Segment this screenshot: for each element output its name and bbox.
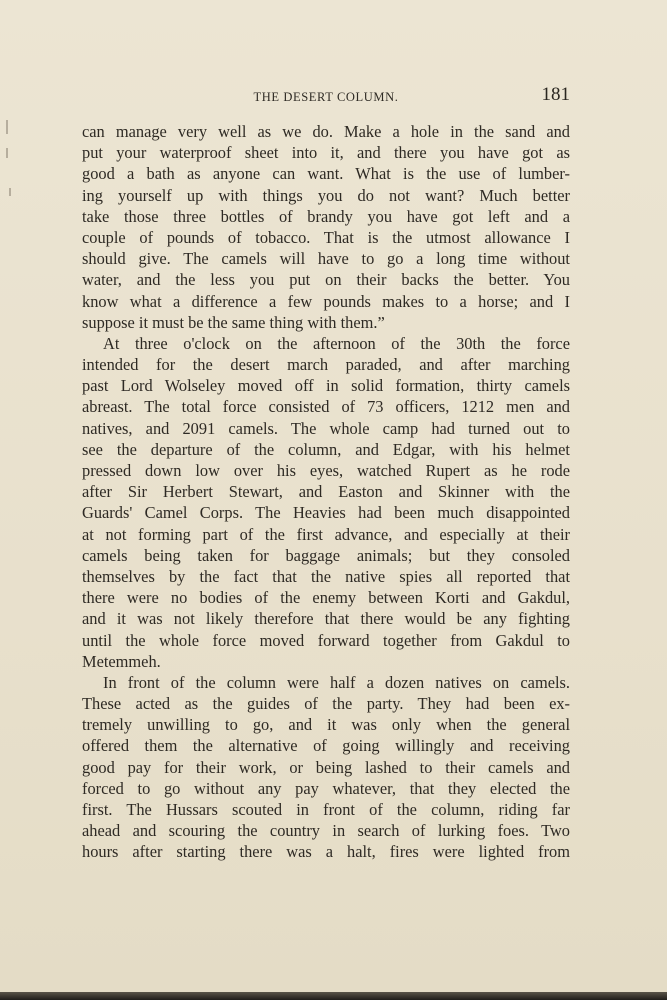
- text-line: Metemmeh.: [82, 651, 161, 671]
- text-line: at not forming part of the first advance, and especially at their: [82, 524, 570, 544]
- margin-mark: [9, 188, 11, 196]
- body-text: [82, 121, 570, 863]
- page-number: 181: [541, 84, 570, 105]
- text-line: good a bath as anyone can want. What is the use of lumber-: [82, 164, 570, 184]
- text-line: couple of pounds of tobacco. That is the utmost allowance I: [82, 227, 570, 247]
- text-line: ahead and scouring the country in search of lurking foes. Two: [82, 821, 570, 841]
- text-line: good pay for their work, or being lashed to their camels and: [82, 757, 570, 777]
- margin-mark: [6, 148, 8, 158]
- text-line: intended for the desert march paraded, and after marching: [82, 355, 570, 375]
- text-line: first. The Hussars scouted in front of the column, riding far: [82, 800, 570, 819]
- text-line: forced to go without any pay whatever, that they elected the: [82, 778, 570, 798]
- text-line: pressed down low over his eyes, watched Rupert as he rode: [82, 461, 570, 480]
- text-line: suppose it must be the same thing with them.”: [82, 312, 385, 332]
- text-line: know what a difference a few pounds makes to a horse; and I: [82, 291, 570, 311]
- text-line: and it was not likely therefore that there would be any fighting: [82, 609, 570, 629]
- text-line: water, and the less you put on their backs the better. You: [82, 270, 570, 290]
- text-line: can manage very well as we do. Make a hole in the sand and: [82, 122, 570, 141]
- text-line: tremely unwilling to go, and it was only when the general: [82, 715, 570, 735]
- text-line: until the whole force moved forward together from Gakdul to: [82, 630, 570, 650]
- text-line: put your waterproof sheet into it, and there you have got as: [82, 143, 570, 163]
- text-line: In front of the column were half a dozen natives on camels.: [103, 672, 570, 692]
- text-line: after Sir Herbert Stewart, and Easton and Skinner with the: [82, 482, 570, 502]
- text-line: past Lord Wolseley moved off in solid formation, thirty camels: [82, 376, 570, 396]
- text-line: ing yourself up with things you do not want? Much better: [82, 185, 570, 205]
- text-line: Guards' Camel Corps. The Heavies had been much disappointed: [82, 503, 570, 523]
- text-line: These acted as the guides of the party. They had been ex-: [82, 694, 570, 714]
- text-line: there were no bodies of the enemy between Korti and Gakdul,: [82, 588, 570, 608]
- page-bottom-edge: [0, 992, 667, 1000]
- text-line: offered them the alternative of going willingly and receiving: [82, 736, 570, 756]
- text-line: hours after starting there was a halt, fires were lighted from: [82, 842, 570, 862]
- running-head: THE DESERT COLUMN.: [253, 90, 399, 104]
- text-line: abreast. The total force consisted of 73 officers, 1212 men and: [82, 397, 570, 417]
- text-line: take those three bottles of brandy you have got left and a: [82, 206, 570, 226]
- margin-mark: [6, 120, 8, 134]
- text-line: natives, and 2091 camels. The whole camp had turned out to: [82, 418, 570, 438]
- text-line: themselves by the fact that the native spies all reported that: [82, 566, 570, 586]
- text-line: camels being taken for baggage animals; but they consoled: [82, 545, 570, 565]
- text-line: should give. The camels will have to go a long time without: [82, 249, 570, 269]
- text-line: see the departure of the column, and Edgar, with his helmet: [82, 439, 570, 459]
- page-header: [82, 84, 570, 110]
- text-line: At three o'clock on the afternoon of the 30th the force: [103, 333, 570, 353]
